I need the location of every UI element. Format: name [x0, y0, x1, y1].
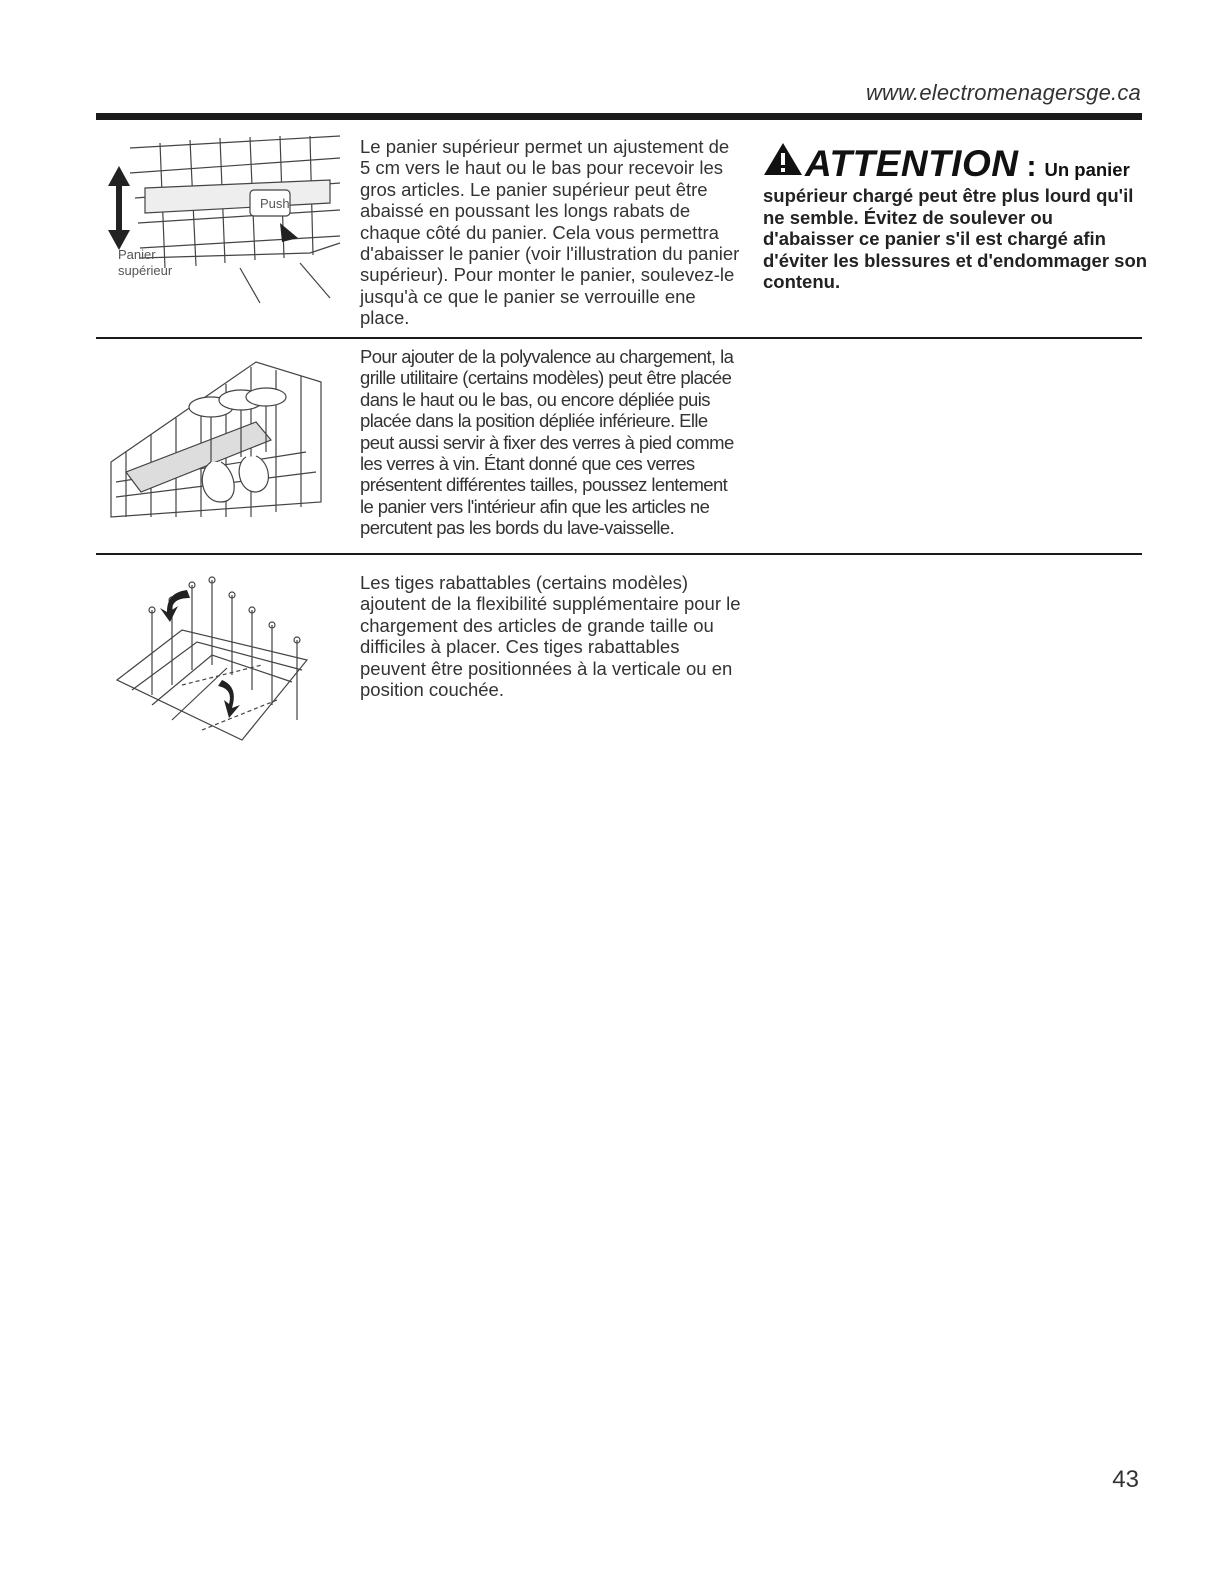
utility-shelf-illustration	[106, 352, 326, 524]
upper-rack-illustration	[100, 128, 345, 318]
warning-title: ATTENTION	[805, 143, 1019, 184]
page-number: 43	[1112, 1466, 1139, 1493]
warning-colon: :	[1026, 150, 1037, 183]
upper-rack-label-line2: supérieur	[118, 263, 173, 278]
site-url: www.electromenagersge.ca	[865, 80, 1141, 105]
warning-lead: Un panier	[1044, 159, 1130, 180]
section-1-text: Le panier supérieur permet un ajustement de 5 cm vers le haut ou le bas pour recevoir les gros articles. Le panier supérieur peut être abaissé en poussant les longs rabats de chaque côté du panier. Cela vous permettra d'abaisser le panier (voir l'illustration du panier supérieur). Pour monter le panier, soulevez-le jusqu'à ce que le panier se verrouille ene place.	[360, 136, 740, 329]
section-divider-2	[96, 553, 1142, 555]
section-2-text: Pour ajouter de la polyvalence au chargement, la grille utilitaire (certains modèles) peut être placée dans le haut ou le bas, ou encore dépliée puis placée dans la position dépliée inférieure. Elle peut aussi servir à fixer des verres à pied comme les verres à vin. Étant donné que ces verres présentent différentes tailles, poussez lentement le panier vers l'intérieur afin que les articles ne percutent pas les bords du lave-vaisselle.	[360, 346, 734, 539]
warning-triangle-icon	[763, 142, 803, 176]
section-3-text: Les tiges rabattables (certains modèles) ajoutent de la flexibilité supplémentaire pour le chargement des articles de grande taille ou difficiles à placer. Ces tiges rabattables peuvent être positionnées à la verticale ou en position couchée.	[360, 572, 741, 701]
folding-tines-illustration	[112, 570, 312, 750]
section-divider-1	[96, 337, 1142, 339]
warning-body: supérieur chargé peut être plus lourd qu'il ne semble. Évitez de soulever ou d'abaisser ce panier s'il est chargé afin d'éviter les blessures et d'endommager son contenu.	[763, 185, 1148, 292]
header-rule	[96, 113, 1142, 120]
push-label: Push	[260, 196, 290, 211]
warning-box	[763, 142, 1148, 293]
warning-heading	[763, 142, 1148, 185]
upper-rack-label-line1: Panier	[118, 247, 156, 262]
